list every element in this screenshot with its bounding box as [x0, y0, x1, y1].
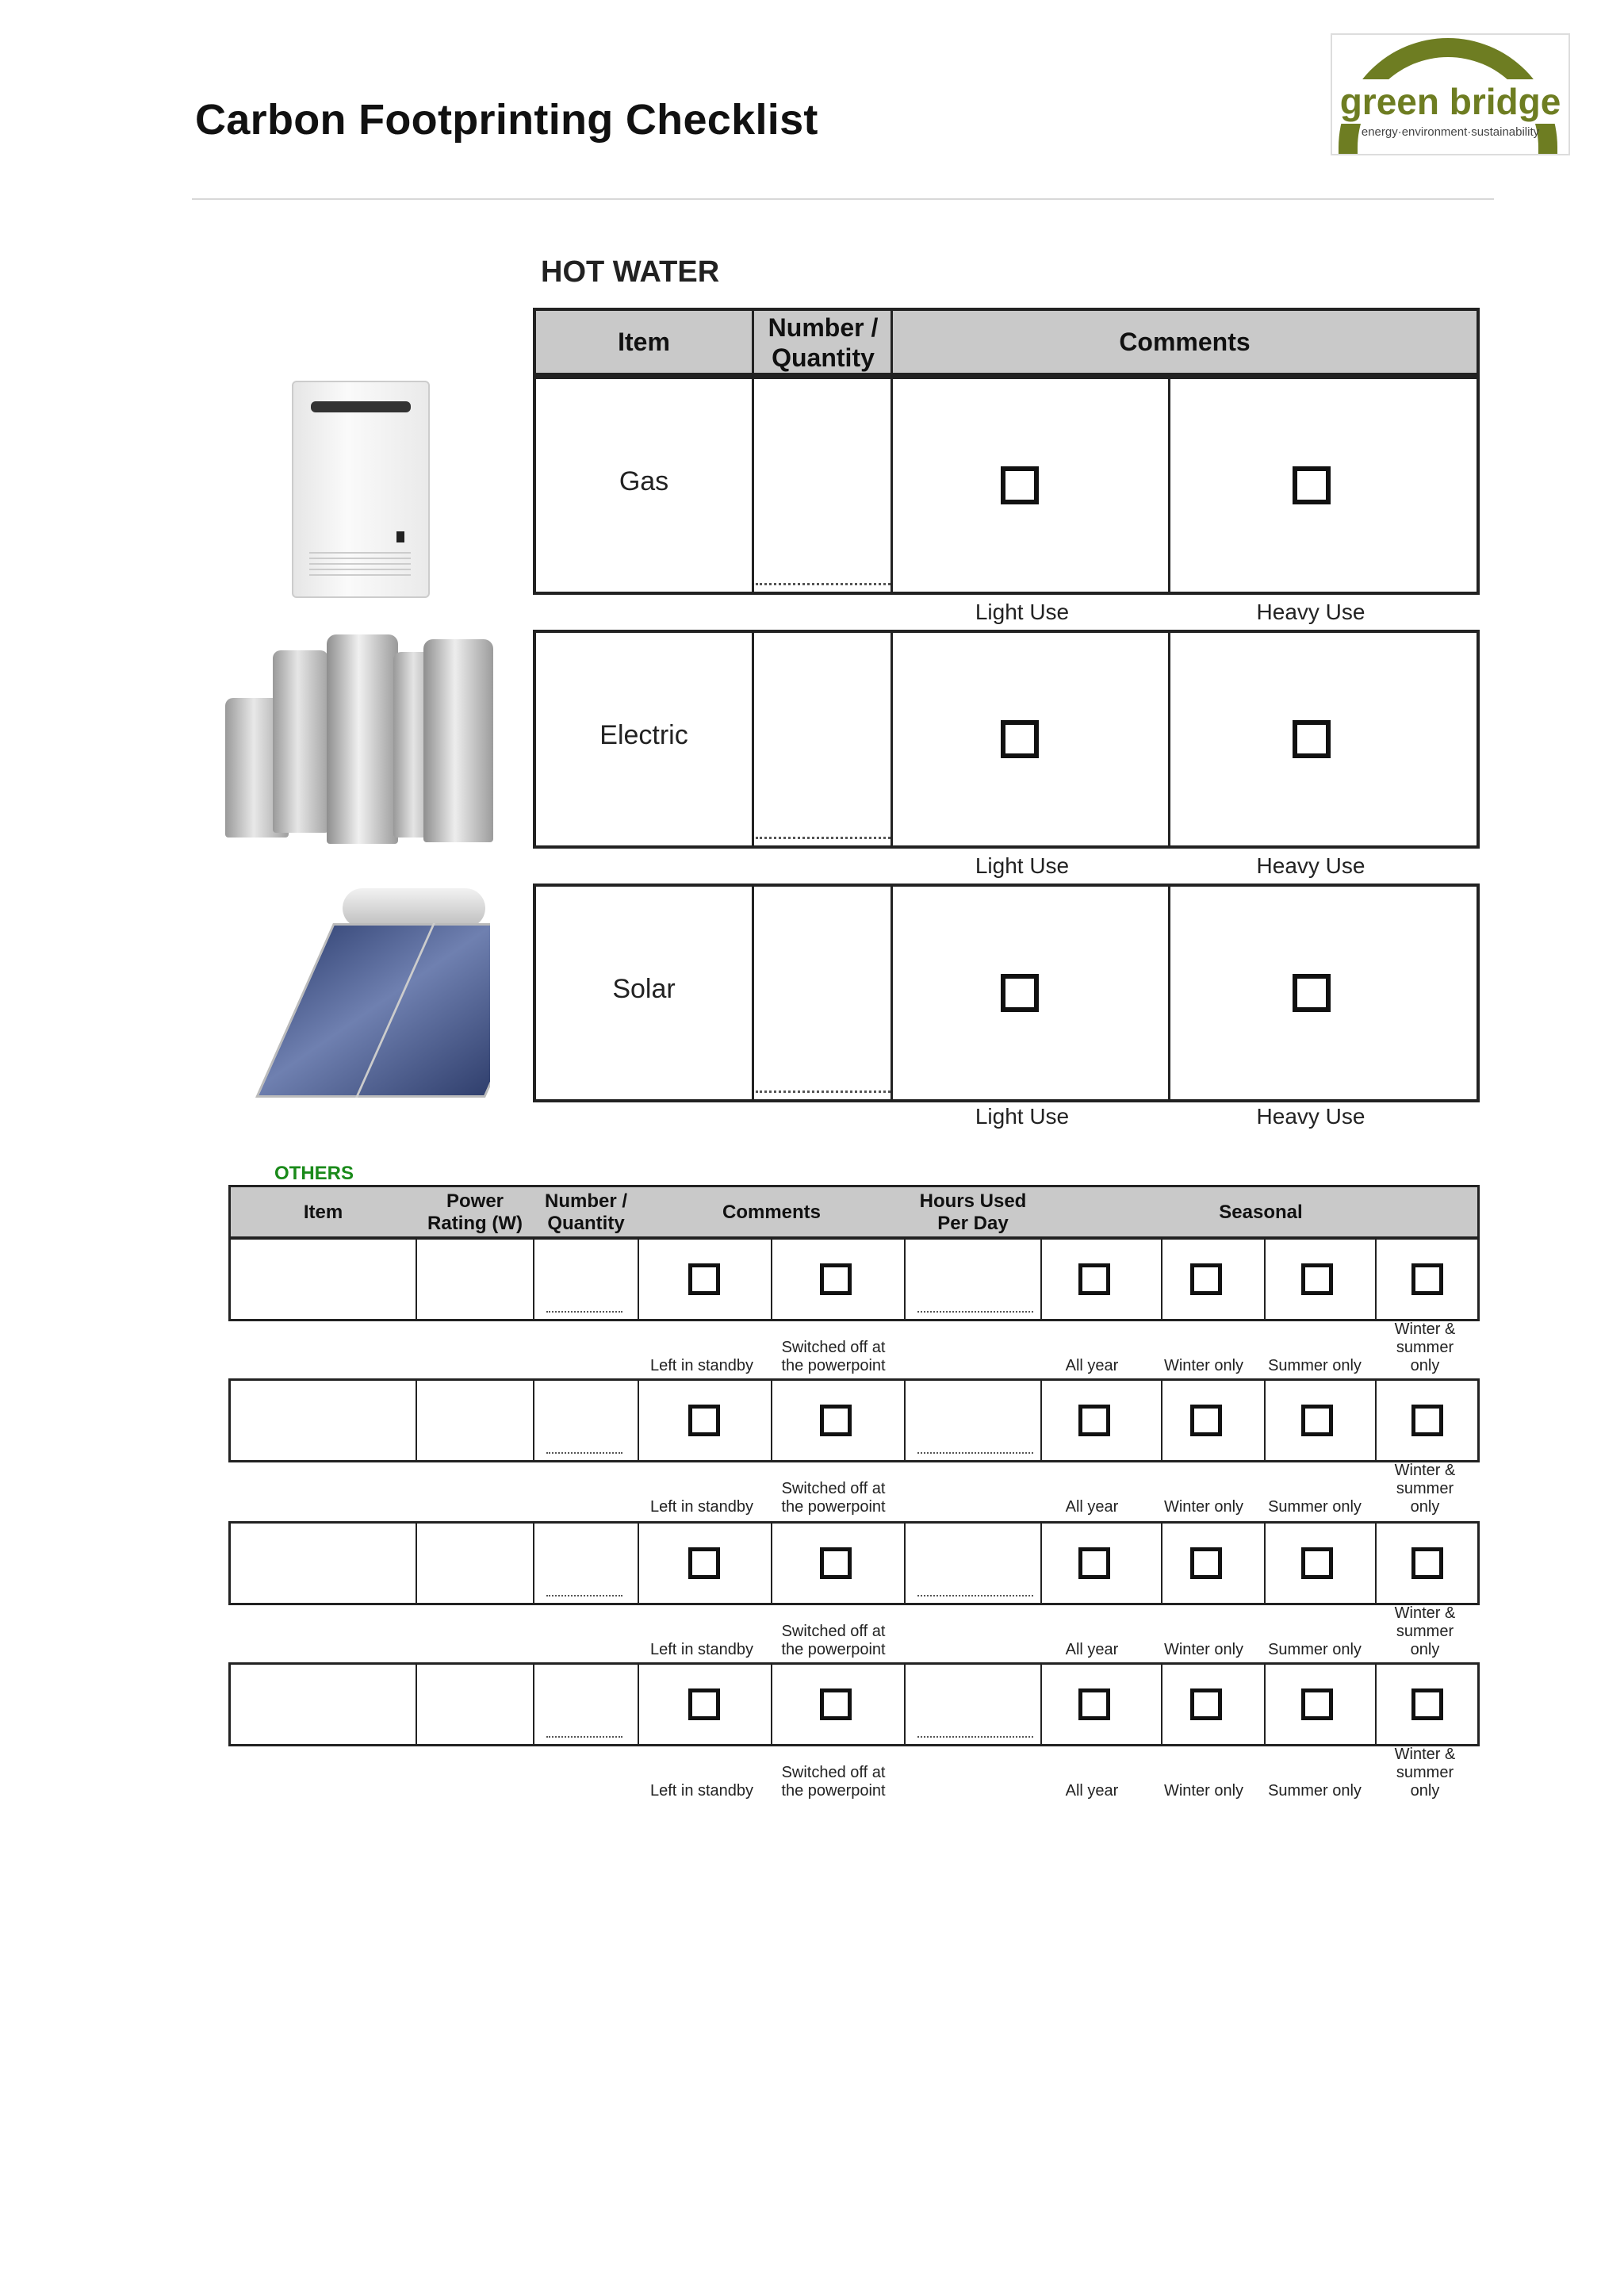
switched-off-caption: Switched off at the powerpoint [781, 1623, 886, 1658]
hw-row-label: Gas [619, 466, 669, 496]
all-year-caption: All year [1065, 1357, 1119, 1374]
hours-used-field[interactable] [917, 1452, 1033, 1454]
column-divider [416, 1381, 417, 1460]
power-rating-field[interactable] [418, 1665, 530, 1744]
column-divider [771, 1524, 772, 1603]
others-header-hours: Hours Used Per Day [919, 1190, 1027, 1234]
summer-only-checkbox[interactable] [1301, 1688, 1333, 1720]
heavy-use-checkbox[interactable] [1293, 974, 1331, 1012]
logo-tagline: energy·environment·sustainability [1361, 125, 1540, 139]
power-rating-field[interactable] [418, 1524, 530, 1603]
quantity-field[interactable] [546, 1311, 622, 1313]
column-divider [904, 1240, 906, 1319]
solar-panel-heater-image [236, 885, 490, 1107]
hw-row-label: Electric [599, 720, 688, 750]
column-divider [638, 1240, 639, 1319]
summer-only-checkbox[interactable] [1301, 1405, 1333, 1436]
heavy-use-caption: Heavy Use [1256, 600, 1365, 624]
left-in-standby-checkbox[interactable] [688, 1547, 720, 1579]
left-in-standby-checkbox[interactable] [688, 1263, 720, 1295]
hot-water-header-row [533, 308, 1480, 376]
gas-water-heater-image [292, 381, 430, 598]
quantity-field[interactable] [546, 1452, 622, 1454]
column-divider [1264, 1381, 1266, 1460]
others-header-seasonal: Seasonal [1219, 1202, 1303, 1223]
switched-off-checkbox[interactable] [820, 1688, 852, 1720]
others-header-comments: Comments [722, 1202, 822, 1223]
winter-summer-caption: Winter & summer only [1394, 1604, 1456, 1658]
winter-summer-checkbox[interactable] [1411, 1405, 1443, 1436]
switched-off-checkbox[interactable] [820, 1405, 852, 1436]
others-row [228, 1662, 1480, 1746]
hours-used-field[interactable] [917, 1736, 1033, 1738]
summer-only-checkbox[interactable] [1301, 1547, 1333, 1579]
all-year-caption: All year [1065, 1498, 1119, 1516]
green-bridge-logo [1331, 33, 1570, 155]
item-field[interactable] [232, 1665, 414, 1744]
page-title: Carbon Footprinting Checklist [195, 96, 818, 144]
left-in-standby-caption: Left in standby [649, 1782, 754, 1800]
all-year-checkbox[interactable] [1078, 1547, 1110, 1579]
quantity-field[interactable] [546, 1595, 622, 1596]
column-divider [771, 1665, 772, 1744]
column-divider [1264, 1665, 1266, 1744]
winter-only-caption: Winter only [1163, 1641, 1244, 1658]
quantity-field[interactable] [756, 1091, 891, 1093]
switched-off-caption: Switched off at the powerpoint [781, 1764, 886, 1800]
column-divider [1375, 1524, 1377, 1603]
all-year-caption: All year [1065, 1782, 1119, 1800]
column-divider [1264, 1524, 1266, 1603]
others-row [228, 1521, 1480, 1605]
column-divider [533, 1240, 534, 1319]
column-divider [416, 1240, 417, 1319]
column-divider [1040, 1524, 1042, 1603]
others-header-quantity: Number / Quantity [544, 1190, 627, 1234]
others-header-power: Power Rating (W) [427, 1190, 523, 1234]
column-divider [1375, 1381, 1377, 1460]
hot-water-row-electric [533, 630, 1480, 849]
summer-only-caption: Summer only [1268, 1641, 1362, 1658]
summer-only-caption: Summer only [1268, 1357, 1362, 1374]
column-divider [1040, 1665, 1042, 1744]
winter-only-checkbox[interactable] [1190, 1688, 1222, 1720]
hw-header-divider [891, 311, 893, 373]
winter-summer-caption: Winter & summer only [1394, 1462, 1456, 1516]
column-divider [638, 1381, 639, 1460]
others-title: OTHERS [274, 1163, 354, 1184]
winter-only-caption: Winter only [1163, 1782, 1244, 1800]
item-field[interactable] [232, 1240, 414, 1319]
light-use-checkbox[interactable] [1001, 466, 1039, 504]
hw-header-item: Item [618, 328, 670, 356]
light-use-caption: Light Use [975, 853, 1070, 878]
winter-only-checkbox[interactable] [1190, 1547, 1222, 1579]
left-in-standby-caption: Left in standby [649, 1357, 754, 1374]
column-divider [1161, 1381, 1162, 1460]
column-divider [1161, 1240, 1162, 1319]
left-in-standby-checkbox[interactable] [688, 1405, 720, 1436]
hot-water-title: HOT WATER [541, 255, 720, 289]
hours-used-field[interactable] [917, 1311, 1033, 1313]
column-divider [1040, 1381, 1042, 1460]
column-divider [533, 1665, 534, 1744]
column-divider [416, 1524, 417, 1603]
hw-row-label: Solar [612, 974, 676, 1004]
quantity-field[interactable] [756, 837, 891, 839]
column-divider [638, 1665, 639, 1744]
hot-water-row-gas [533, 376, 1480, 595]
heavy-use-caption: Heavy Use [1256, 1104, 1365, 1129]
heavy-use-checkbox[interactable] [1293, 466, 1331, 504]
power-rating-field[interactable] [418, 1240, 530, 1319]
all-year-checkbox[interactable] [1078, 1263, 1110, 1295]
others-header-row [228, 1185, 1480, 1239]
left-in-standby-caption: Left in standby [649, 1498, 754, 1516]
all-year-checkbox[interactable] [1078, 1405, 1110, 1436]
electric-water-tanks-image [222, 631, 496, 847]
winter-summer-caption: Winter & summer only [1394, 1746, 1456, 1800]
hot-water-row-solar [533, 884, 1480, 1102]
column-divider [638, 1524, 639, 1603]
logo-name: green bridge [1332, 79, 1568, 124]
quantity-field[interactable] [756, 583, 891, 585]
light-use-checkbox[interactable] [1001, 974, 1039, 1012]
column-divider [1264, 1240, 1266, 1319]
winter-summer-checkbox[interactable] [1411, 1688, 1443, 1720]
hw-header-comments: Comments [1119, 328, 1251, 356]
column-divider [904, 1524, 906, 1603]
winter-only-checkbox[interactable] [1190, 1263, 1222, 1295]
others-row [228, 1378, 1480, 1462]
switched-off-checkbox[interactable] [820, 1547, 852, 1579]
heavy-use-caption: Heavy Use [1256, 853, 1365, 878]
column-divider [1375, 1240, 1377, 1319]
column-divider [416, 1665, 417, 1744]
switched-off-caption: Switched off at the powerpoint [781, 1480, 886, 1516]
column-divider [533, 1524, 534, 1603]
switched-off-checkbox[interactable] [820, 1263, 852, 1295]
winter-summer-checkbox[interactable] [1411, 1547, 1443, 1579]
column-divider [1161, 1524, 1162, 1603]
column-divider [1375, 1665, 1377, 1744]
column-divider [771, 1240, 772, 1319]
summer-only-caption: Summer only [1268, 1498, 1362, 1516]
item-field[interactable] [232, 1381, 414, 1460]
column-divider [904, 1665, 906, 1744]
others-row [228, 1237, 1480, 1321]
all-year-checkbox[interactable] [1078, 1688, 1110, 1720]
column-divider [771, 1381, 772, 1460]
light-use-checkbox[interactable] [1001, 720, 1039, 758]
column-divider [533, 1381, 534, 1460]
all-year-caption: All year [1065, 1641, 1119, 1658]
header-divider [192, 198, 1494, 200]
column-divider [1040, 1240, 1042, 1319]
quantity-field[interactable] [546, 1736, 622, 1738]
heavy-use-checkbox[interactable] [1293, 720, 1331, 758]
winter-only-caption: Winter only [1163, 1498, 1244, 1516]
winter-summer-checkbox[interactable] [1411, 1263, 1443, 1295]
winter-only-checkbox[interactable] [1190, 1405, 1222, 1436]
others-header-item: Item [303, 1202, 343, 1223]
summer-only-checkbox[interactable] [1301, 1263, 1333, 1295]
summer-only-caption: Summer only [1268, 1782, 1362, 1800]
column-divider [904, 1381, 906, 1460]
switched-off-caption: Switched off at the powerpoint [781, 1339, 886, 1374]
light-use-caption: Light Use [975, 600, 1070, 624]
hours-used-field[interactable] [917, 1595, 1033, 1596]
light-use-caption: Light Use [975, 1104, 1070, 1129]
left-in-standby-checkbox[interactable] [688, 1688, 720, 1720]
power-rating-field[interactable] [418, 1381, 530, 1460]
hw-header-quantity: Number / Quantity [768, 313, 879, 372]
hw-header-divider [752, 311, 754, 373]
winter-only-caption: Winter only [1163, 1357, 1244, 1374]
left-in-standby-caption: Left in standby [649, 1641, 754, 1658]
column-divider [1161, 1665, 1162, 1744]
winter-summer-caption: Winter & summer only [1394, 1320, 1456, 1374]
item-field[interactable] [232, 1524, 414, 1603]
